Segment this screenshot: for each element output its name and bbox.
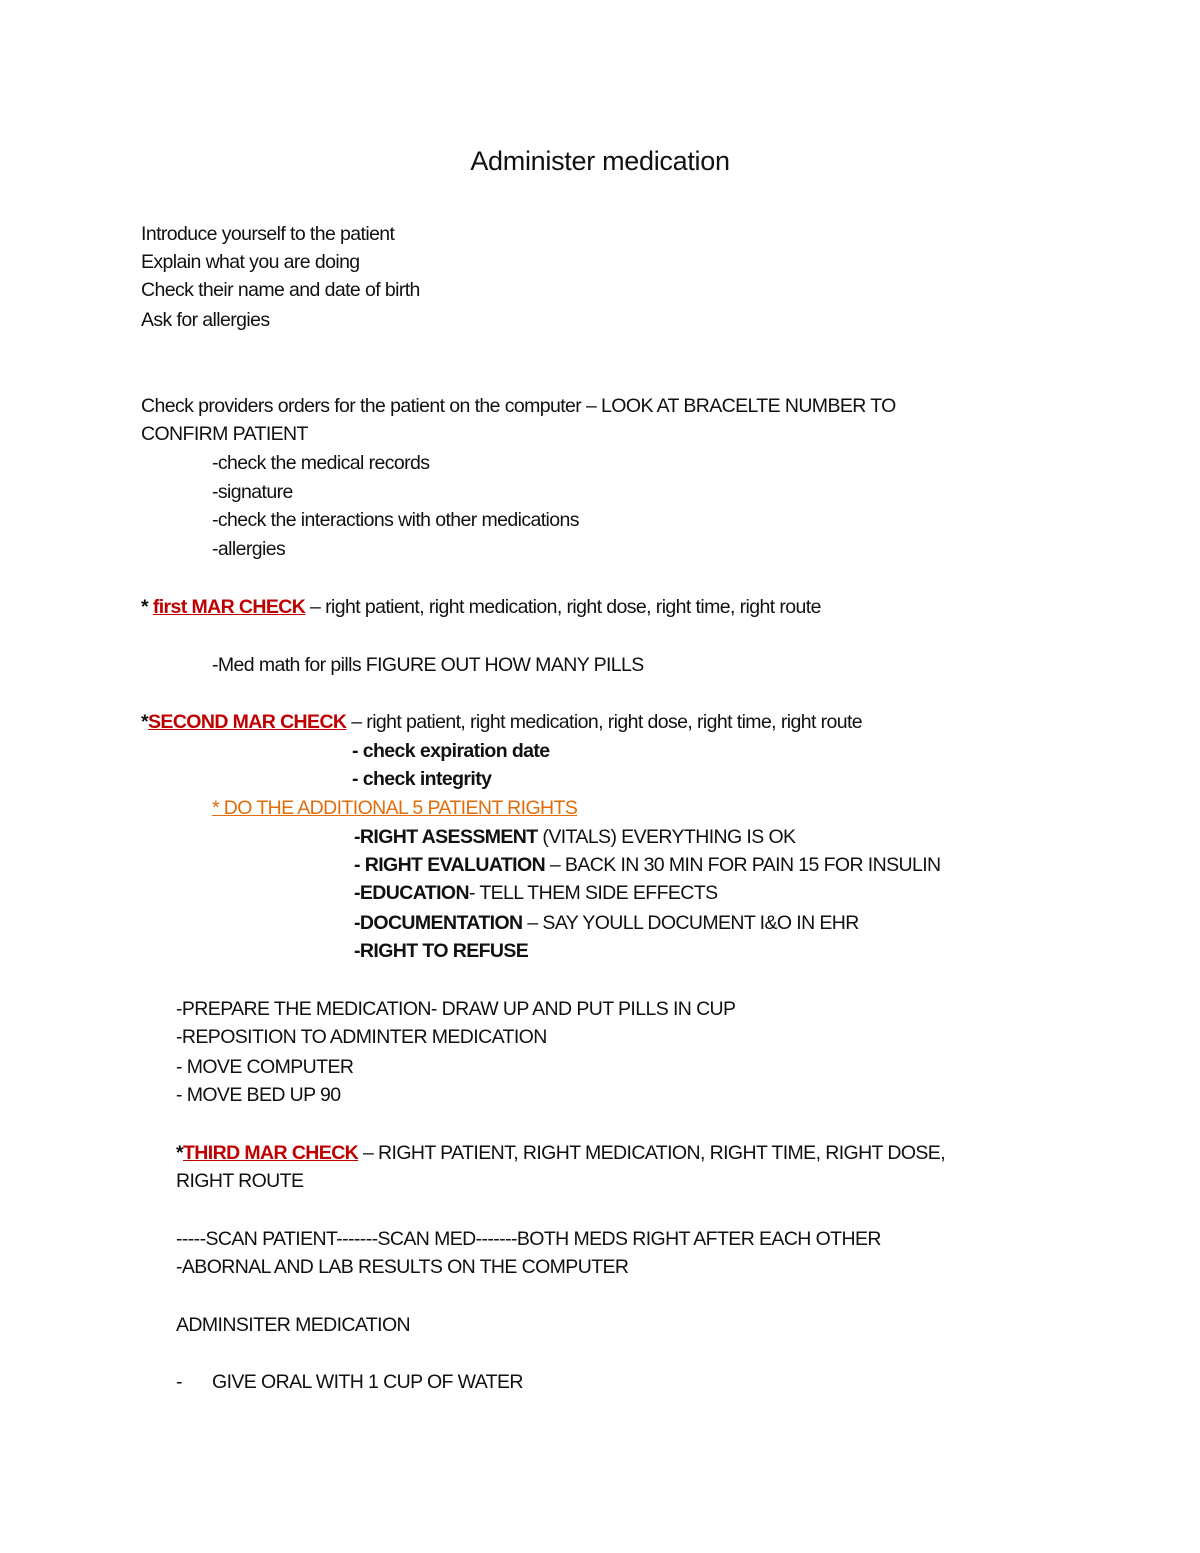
first-mar-check	[141, 595, 821, 619]
star: *	[141, 596, 153, 618]
right-item	[354, 853, 941, 877]
right-detail: (VITALS) EVERYTHING IS OK	[537, 826, 796, 848]
check-details: – right patient, right medication, right dose, right time, right route	[305, 596, 821, 618]
third-mar-check	[176, 1141, 945, 1165]
prepare-line: - MOVE COMPUTER	[176, 1056, 354, 1078]
intro-line: Ask for allergies	[141, 309, 270, 331]
orders-line: Check providers orders for the patient on the computer – LOOK AT BRACELTE NUMBER TO	[141, 395, 896, 417]
right-label: - RIGHT EVALUATION	[354, 854, 546, 876]
third-check-line2: RIGHT ROUTE	[176, 1170, 304, 1192]
intro-line: Check their name and date of birth	[141, 279, 420, 301]
second-mar-check	[141, 710, 862, 734]
orders-item: -check the medical records	[212, 452, 430, 474]
check-details: – right patient, right medication, right dose, right time, right route	[346, 711, 863, 733]
right-item	[354, 881, 718, 905]
star: *	[176, 1142, 183, 1164]
scan-line: -ABORNAL AND LAB RESULTS ON THE COMPUTER	[176, 1256, 629, 1278]
administer-heading: ADMINSITER MEDICATION	[176, 1314, 411, 1336]
right-detail: – BACK IN 30 MIN FOR PAIN 15 FOR INSULIN	[545, 854, 941, 876]
orders-item: -allergies	[212, 538, 286, 560]
med-math: -Med math for pills FIGURE OUT HOW MANY PILLS	[212, 654, 644, 676]
right-label: -DOCUMENTATION	[354, 912, 523, 934]
right-label: -RIGHT TO REFUSE	[354, 940, 529, 962]
second-check-item: - check integrity	[352, 768, 492, 790]
right-label: -EDUCATION	[354, 882, 469, 904]
oral-instruction: GIVE ORAL WITH 1 CUP OF WATER	[212, 1371, 523, 1393]
prepare-line: -PREPARE THE MEDICATION- DRAW UP AND PUT PILLS IN CUP	[176, 998, 736, 1020]
right-item	[354, 911, 859, 935]
intro-line: Introduce yourself to the patient	[141, 223, 395, 245]
page-title: Administer medication	[470, 146, 730, 176]
right-item	[354, 825, 795, 849]
orders-item: -check the interactions with other medications	[212, 509, 579, 531]
orders-item: -signature	[212, 481, 293, 503]
second-check-item: - check expiration date	[352, 740, 550, 762]
prepare-line: - MOVE BED UP 90	[176, 1084, 341, 1106]
orders-line: CONFIRM PATIENT	[141, 423, 308, 445]
prepare-line: -REPOSITION TO ADMINTER MEDICATION	[176, 1026, 547, 1048]
scan-line: -----SCAN PATIENT-------SCAN MED-------BOTH MEDS RIGHT AFTER EACH OTHER	[176, 1228, 881, 1250]
oral-dash: -	[176, 1371, 182, 1393]
first-mar-check-label: first MAR CHECK	[152, 596, 306, 618]
right-label: -RIGHT ASESSMENT	[354, 826, 538, 848]
second-mar-check-label: SECOND MAR CHECK	[148, 711, 347, 733]
right-detail: - TELL THEM SIDE EFFECTS	[468, 882, 718, 904]
star: *	[141, 711, 148, 733]
third-mar-check-label: THIRD MAR CHECK	[183, 1142, 359, 1164]
check-details: – RIGHT PATIENT, RIGHT MEDICATION, RIGHT TIME, RIGHT DOSE,	[358, 1142, 946, 1164]
right-item	[354, 939, 528, 963]
intro-line: Explain what you are doing	[141, 251, 360, 273]
additional-rights-heading: * DO THE ADDITIONAL 5 PATIENT RIGHTS	[212, 797, 578, 819]
right-detail: – SAY YOULL DOCUMENT I&O IN EHR	[522, 912, 859, 934]
